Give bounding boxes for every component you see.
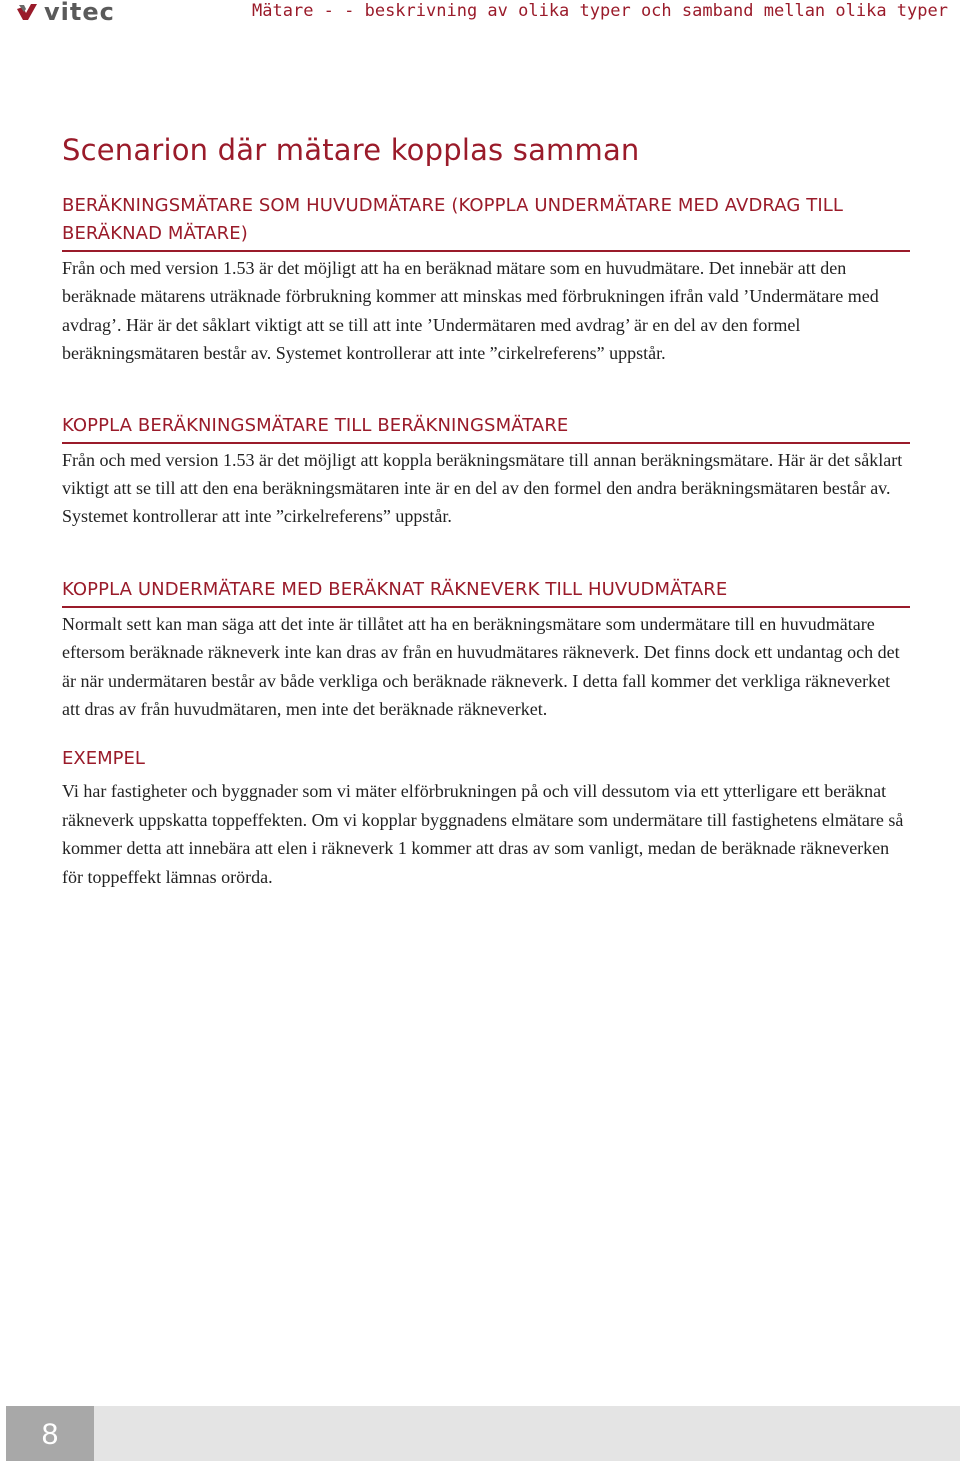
brand-name: vitec (44, 0, 115, 26)
page-header (0, 0, 960, 26)
example-heading: EXEMPEL (62, 748, 145, 770)
footer-band (6, 1406, 960, 1461)
section-heading: KOPPLA UNDERMÄTARE MED BERÄKNAT RÄKNEVERK TILL HUVUDMÄTARE (62, 576, 910, 608)
section-body: Från och med version 1.53 är det möjligt att koppla beräkningsmätare till annan beräkningsmätare. Här är det såklart viktigt att se till att den ena beräkningsmätaren inte är en del av den formel den andra beräkningsmätaren består av. Systemet kontrollerar att inte ”cirkelreferens” uppstår. (62, 449, 903, 527)
vitec-logo (16, 0, 115, 26)
main-content (62, 130, 910, 891)
section-heading: KOPPLA BERÄKNINGSMÄTARE TILL BERÄKNINGSMÄTARE (62, 412, 910, 444)
page-number: 8 (6, 1406, 94, 1461)
section-heading: BERÄKNINGSMÄTARE SOM HUVUDMÄTARE (KOPPLA UNDERMÄTARE MED AVDRAG TILL BERÄKNAD MÄTARE) (62, 192, 910, 252)
example-body: Vi har fastigheter och byggnader som vi mäter elförbrukningen på och vill dessutom via ett ytterligare ett beräknat räkneverk uppskatta toppeffekten. Om vi kopplar byggnadens elmätare som undermätare till fastighetens elmätare så kommer detta att innebära att elen i räkneverk 1 kommer att dras av som vanligt, medan de beräknade räkneverken för toppeffekt lämnas orörda. (62, 781, 904, 887)
section-body: Från och med version 1.53 är det möjligt att ha en beräknad mätare som en huvudmätare. Det innebär att den beräknade mätarens uträknade förbrukning kommer att minskas med förbrukningen ifrån vald ’Undermätare med avdrag’. Här är det såklart viktigt att se till att inte ’Undermätaren med avdrag’ är en del av den formel beräkningsmätaren består av. Systemet kontrollerar att inte ”cirkelreferens” uppstår. (62, 258, 879, 364)
section-body: Normalt sett kan man säga att det inte är tillåtet att ha en beräkningsmätare som undermätare till en huvudmätare eftersom beräknade räkneverk inte kan dras av från en huvudmätares räkneverk. Det finns dock ett undantag och det är när undermätaren består av både verkliga och beräknade räkneverk. I detta fall kommer det verkliga räkneverket att dras av från huvudmätaren, men inte det beräknade räkneverket. (62, 613, 900, 720)
document-title: Mätare - - beskrivning av olika typer och samband mellan olika typer (252, 1, 948, 21)
vitec-check-icon (16, 2, 38, 22)
page-heading: Scenarion där mätare kopplas samman (62, 133, 640, 167)
